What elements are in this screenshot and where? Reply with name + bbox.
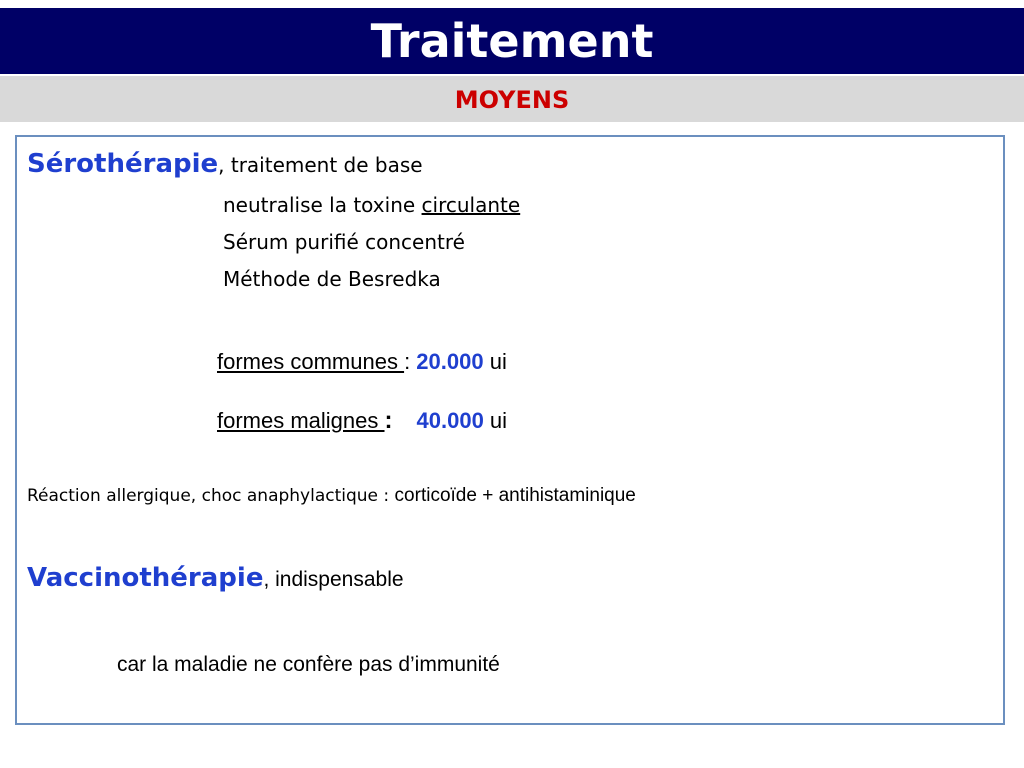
point-besredka-text: Méthode de Besredka: [223, 267, 441, 291]
slide-title: Traitement: [0, 8, 1024, 74]
dose-communes-label: formes communes: [217, 349, 405, 374]
dose-malignes-unit: ui: [483, 408, 508, 433]
vaccinotherapie-suffix: , indispensable: [263, 568, 404, 591]
vaccinotherapie-reason: car la maladie ne confère pas d’immunité: [117, 653, 500, 676]
dose-communes-value: 20.000: [416, 349, 484, 374]
dose-malignes-separator: :: [384, 407, 393, 434]
slide-subtitle: MOYENS: [0, 76, 1024, 122]
vaccinotherapie-heading: Vaccinothérapie: [27, 563, 264, 593]
reaction-treatment: corticoïde + antihistaminique: [394, 485, 636, 506]
reaction-line: [27, 485, 636, 507]
vaccinotherapie-line: [27, 563, 404, 593]
dose-communes-unit: ui: [483, 349, 507, 374]
serotherapie-line: [27, 149, 423, 179]
point-toxine: [223, 193, 520, 217]
dose-communes-separator: :: [404, 349, 417, 374]
point-serum-text: Sérum purifié concentré: [223, 230, 465, 254]
point-toxine-text: neutralise la toxine: [223, 193, 422, 217]
dose-communes: [217, 349, 507, 375]
content-box: [15, 135, 1005, 725]
point-besredka: [223, 267, 441, 291]
point-toxine-underlined: circulante: [421, 193, 521, 217]
dose-malignes-value: 40.000: [416, 408, 484, 433]
dose-malignes: [217, 407, 507, 435]
point-serum: [223, 230, 465, 254]
reaction-text: Réaction allergique, choc anaphylactique :: [27, 486, 395, 506]
serotherapie-suffix: , traitement de base: [218, 153, 423, 177]
dose-malignes-label: formes malignes: [217, 408, 385, 433]
serotherapie-heading: Sérothérapie: [27, 149, 219, 179]
